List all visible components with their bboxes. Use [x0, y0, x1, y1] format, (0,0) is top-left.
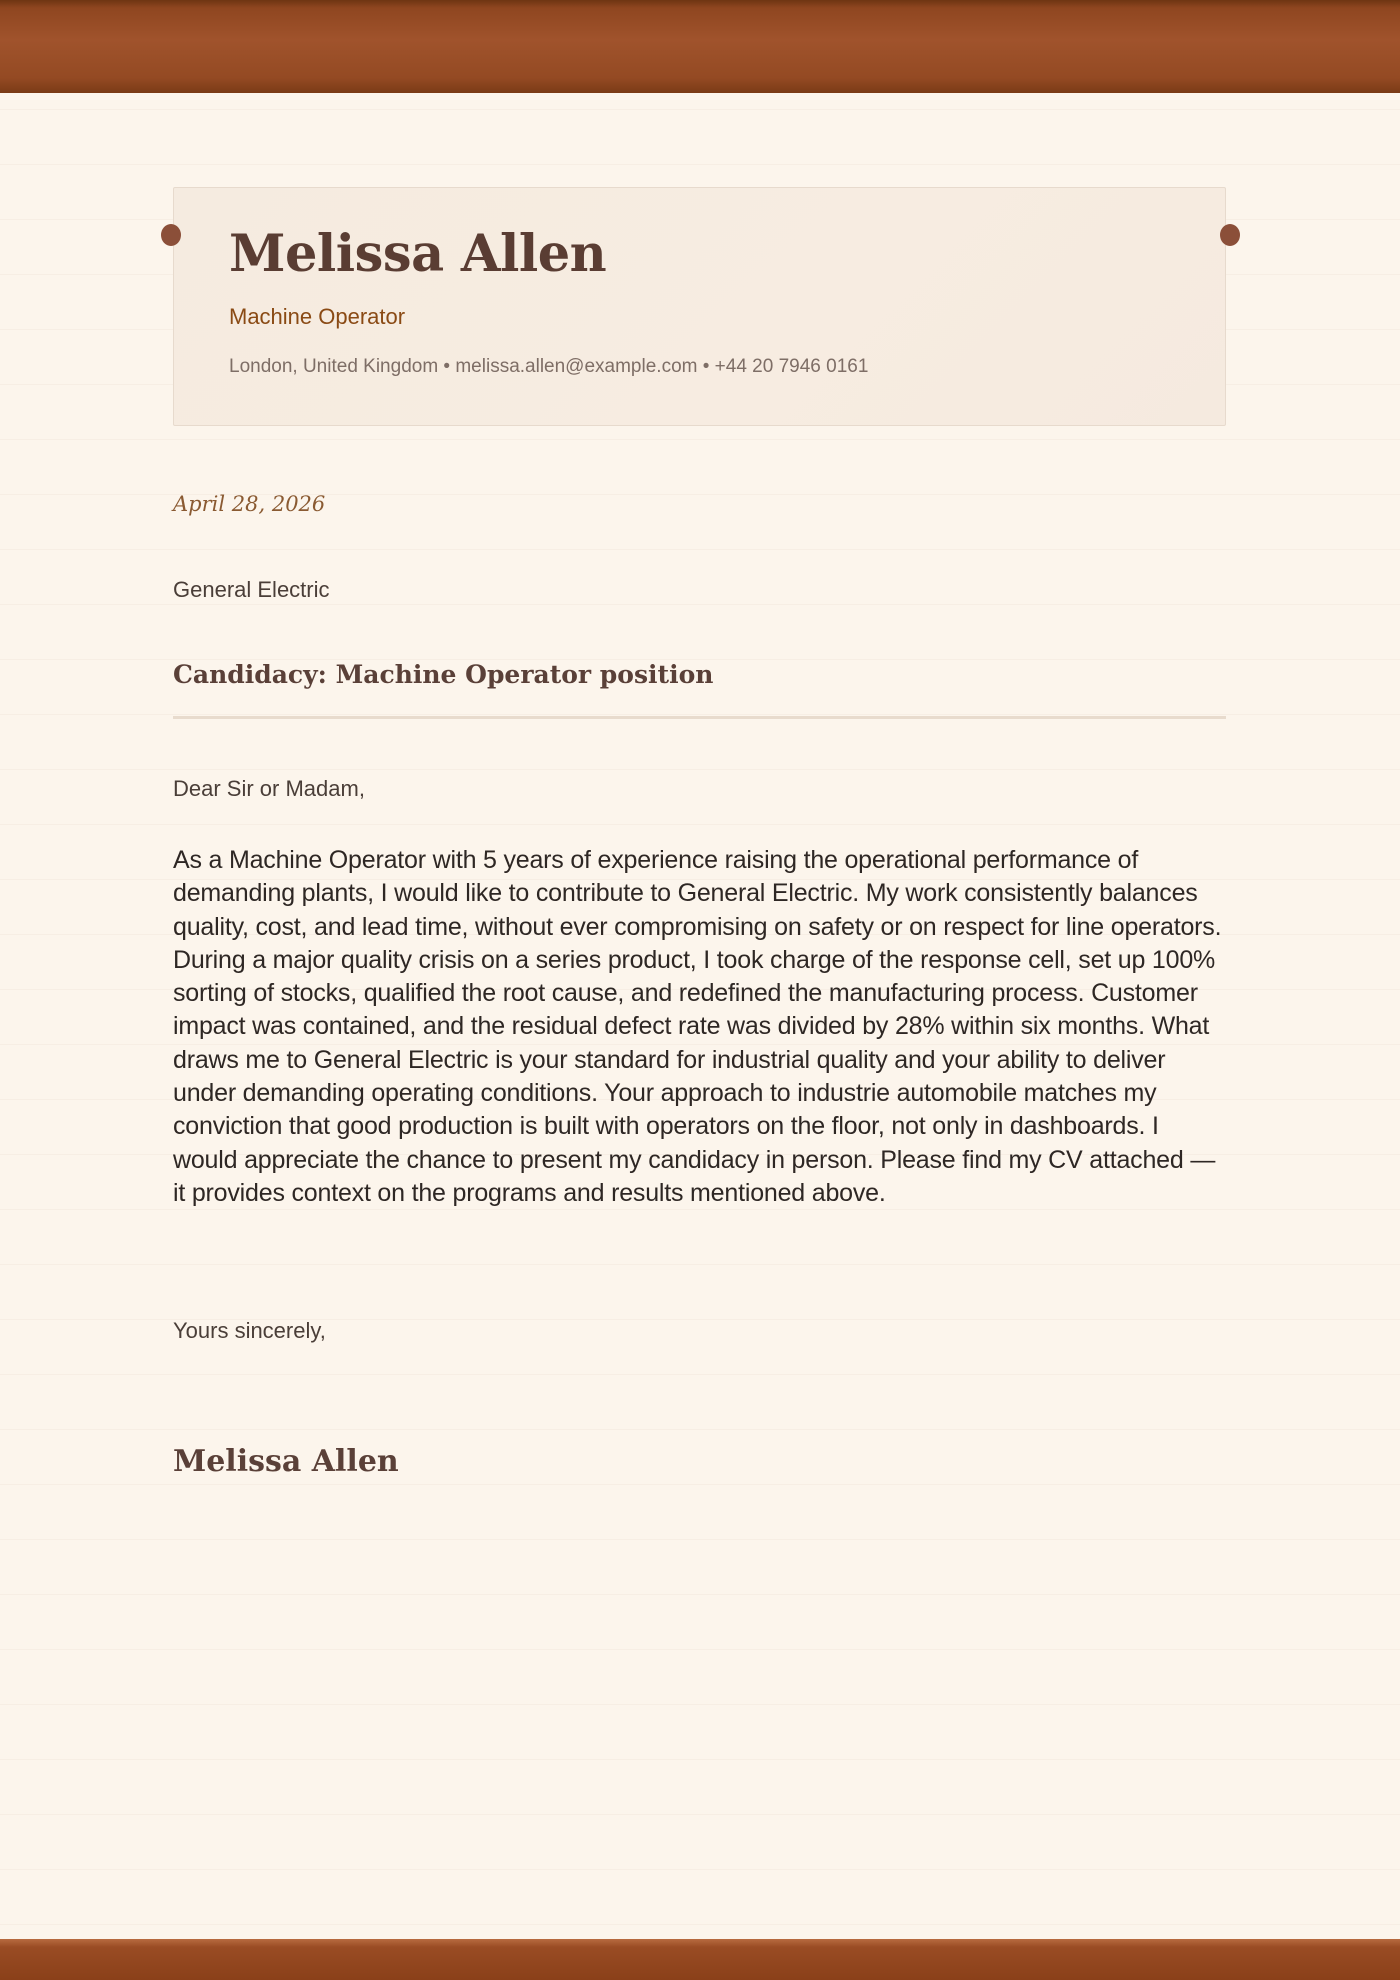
salutation: Dear Sir or Madam,	[173, 776, 365, 801]
recipient: General Electric	[173, 577, 330, 602]
applicant-contact: London, United Kingdom • melissa.allen@example.com • +44 20 7946 0161	[229, 356, 869, 377]
top-decorative-bar	[0, 0, 1400, 93]
header-card	[173, 187, 1226, 426]
closing: Yours sincerely,	[173, 1318, 326, 1343]
signature: Melissa Allen	[173, 1444, 399, 1479]
applicant-name: Melissa Allen	[229, 224, 607, 284]
pin-left-icon	[161, 224, 181, 246]
subject-divider	[173, 716, 1226, 719]
applicant-role: Machine Operator	[229, 304, 406, 329]
letter-subject: Candidacy: Machine Operator position	[173, 660, 714, 689]
bottom-decorative-bar	[0, 1939, 1400, 1980]
pin-right-icon	[1220, 224, 1240, 246]
letter-date: April 28, 2026	[173, 492, 326, 516]
letter-body: As a Machine Operator with 5 years of experience raising the operational performance of demanding plants, I would like to contribute to General Electric. My work consistently balances quality, cost, and lead time, without ever compromising on safety or on respect for line operators. During a major quality crisis on a series product, I took charge of the response cell, set up 100% sorting of stocks, qualified the root cause, and redefined the manufacturing process. Customer impact was contained, and the residual defect rate was divided by 28% within six months. What draws me to General Electric is your standard for industrial quality and your ability to deliver under demanding operating conditions. Your approach to industrie automobile matches my conviction that good production is built with operators on the floor, not only in dashboards. I would appreciate the chance to present my candidacy in person. Please find my CV attached — it provides context on the programs and results mentioned above.	[173, 846, 1222, 1207]
